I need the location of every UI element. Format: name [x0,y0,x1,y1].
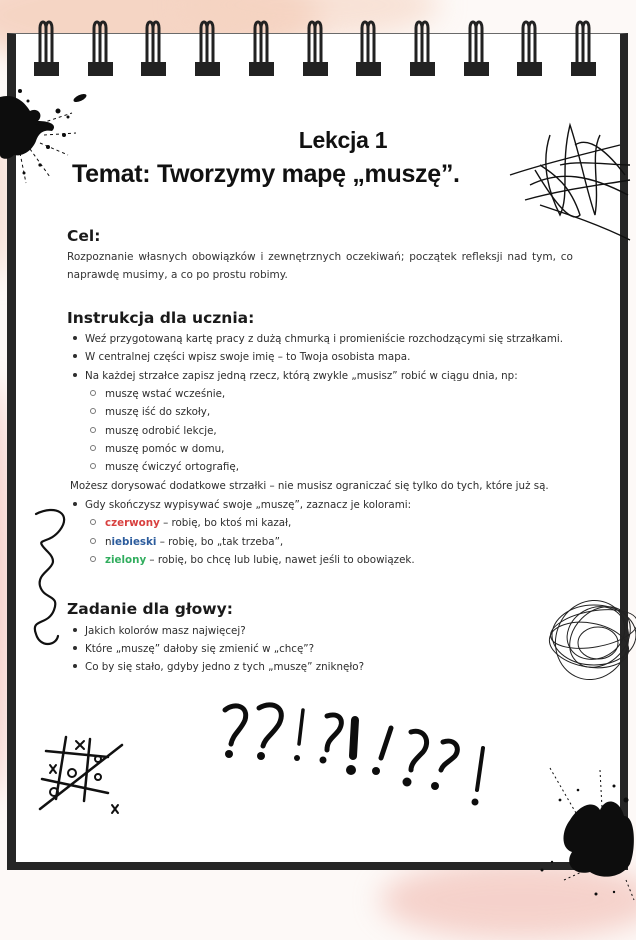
instructions-note: Możesz dorysować dodatkowe strzałki – nie musisz ograniczać się tylko do tych, które już są. [70,480,549,492]
goal-text: Rozpoznanie własnych obowiązków i zewnętrznych oczekiwań; początek refleksji nad tym, co naprawdę musimy, a co po prostu robimy. [67,251,573,281]
instructions-heading: Instrukcja dla ucznia: [67,309,255,327]
list-item: Jakich kolorów masz najwięcej? [73,625,246,637]
list-item: Na każdej strzałce zapisz jedną rzecz, którą zwykle „musisz” robić w ciągu dnia, np: [73,370,518,382]
task-heading: Zadanie dla głowy: [67,600,233,618]
bullet-icon [73,628,77,632]
color-label-blue: iebieski [111,536,157,548]
example-item: muszę odrobić lekcje, [90,425,217,437]
circle-bullet-icon [90,463,96,469]
list-item: Co by się stało, gdyby jedno z tych „muszę” zniknęło? [73,661,364,673]
bullet-icon [73,502,77,506]
circle-bullet-icon [90,556,96,562]
color-item-green: zielony – robię, bo chcę lub lubię, nawet jeśli to obowiązek. [90,554,415,566]
bullet-icon [73,646,77,650]
circle-bullet-icon [90,427,96,433]
example-item: muszę ćwiczyć ortografię, [90,461,239,473]
circle-bullet-icon [90,519,96,525]
circle-bullet-icon [90,445,96,451]
example-item: muszę wstać wcześnie, [90,388,225,400]
list-item: W centralnej części wpisz swoje imię – to Twoja osobista mapa. [73,351,410,363]
color-item-blue: niebieski – robię, bo „tak trzeba”, [90,536,283,548]
bullet-icon [73,354,77,358]
list-item: Weź przygotowaną kartę pracy z dużą chmurką i promieniście rozchodzącymi się strzałkami. [73,333,563,345]
list-item: Które „muszę” dałoby się zmienić w „chcę”? [73,643,314,655]
goal-heading: Cel: [67,227,101,245]
color-item-red: czerwony – robię, bo ktoś mi kazał, [90,517,291,529]
bullet-icon [73,373,77,377]
circle-bullet-icon [90,538,96,544]
example-item: muszę iść do szkoły, [90,406,210,418]
lesson-topic: Temat: Tworzymy mapę „muszę”. [72,160,460,188]
lesson-title: Lekcja 1 [298,127,388,153]
list-item: Gdy skończysz wypisywać swoje „muszę”, zaznacz je kolorami: [73,499,411,511]
circle-bullet-icon [90,408,96,414]
bullet-icon [73,664,77,668]
bullet-icon [73,336,77,340]
color-label-red: czerwony [105,517,160,529]
example-item: muszę pomóc w domu, [90,443,224,455]
circle-bullet-icon [90,390,96,396]
color-label-green: zielony [105,554,147,566]
